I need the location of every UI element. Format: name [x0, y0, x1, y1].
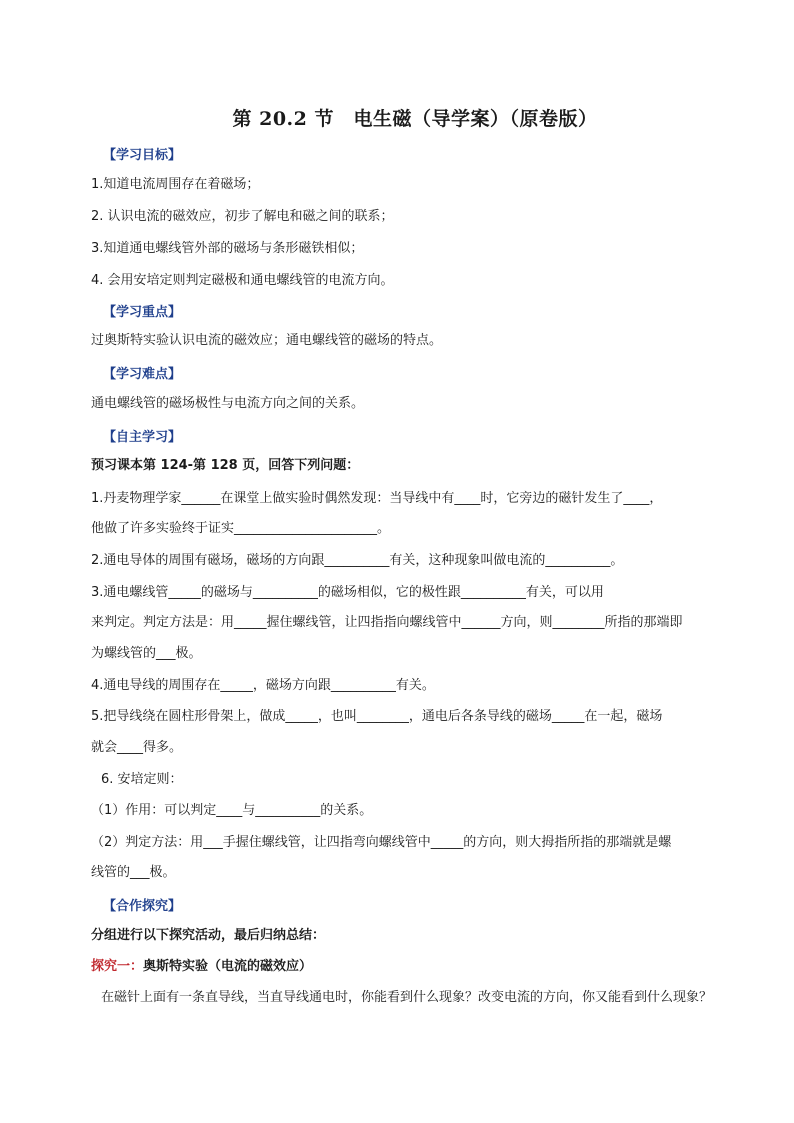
question-6-part-2-line-2: 线管的___极。: [91, 865, 176, 880]
question-2: 2.通电导体的周围有磁场，磁场的方向跟__________有关，这种现象叫做电流的__________。: [91, 553, 624, 568]
explore-1-question: 在磁针上面有一条直导线，当直导线通电时，你能看到什么现象？改变电流的方向，你又能看到什么现象？: [101, 990, 713, 1005]
explore-1-title: 奥斯特实验（电流的磁效应）: [143, 959, 313, 974]
section-keypoints-heading: 【学习重点】: [103, 305, 182, 320]
section-difficulties-heading: 【学习难点】: [103, 367, 182, 382]
explore-1-heading: [91, 958, 312, 976]
question-3-line-3: 为螺线管的___极。: [91, 646, 202, 661]
question-3-line-2: 来判定。判定方法是：用_____握住螺线管，让四指指向螺线管中______方向，则________所指的那端即: [91, 615, 683, 630]
objective-4: 4. 会用安培定则判定磁极和通电螺线管的电流方向。: [91, 273, 394, 288]
question-4: 4.通电导线的周围存在_____，磁场方向跟__________有关。: [91, 678, 435, 693]
question-6-part-1: （1）作用：可以判定____与__________的关系。: [91, 803, 373, 818]
question-1-line-2: 他做了许多实验终于证实______________________。: [91, 521, 391, 536]
section-cooperative-heading: 【合作探究】: [103, 899, 182, 914]
question-1-line-1: 1.丹麦物理学家______在课堂上做实验时偶然发现：当导线中有____时，它旁边的磁针发生了____，: [91, 491, 663, 506]
section-selfstudy-heading: 【自主学习】: [103, 430, 182, 445]
keypoints-text: 过奥斯特实验认识电流的磁效应；通电螺线管的磁场的特点。: [91, 333, 443, 348]
page-title: 第 20.2 节 电生磁（导学案）（原卷版）: [232, 108, 598, 130]
difficulties-text: 通电螺线管的磁场极性与电流方向之间的关系。: [91, 396, 365, 411]
question-3-line-1: 3.通电螺线管_____的磁场与__________的磁场相似，它的极性跟__________有关，可以用: [91, 585, 604, 600]
objective-3: 3.知道通电螺线管外部的磁场与条形磁铁相似；: [91, 241, 364, 256]
section-objectives-heading: 【学习目标】: [103, 148, 182, 163]
explore-1-label: 探究一：: [91, 959, 144, 974]
question-5-line-1: 5.把导线绕在圆柱形骨架上，做成_____，也叫________，通电后各条导线的磁场_____在一起，磁场: [91, 709, 663, 724]
question-6: 6. 安培定则：: [101, 772, 183, 787]
objective-2: 2. 认识电流的磁效应，初步了解电和磁之间的联系；: [91, 209, 394, 224]
cooperative-intro: 分组进行以下探究活动，最后归纳总结：: [91, 928, 326, 943]
selfstudy-intro: 预习课本第 124-第 128 页，回答下列问题：: [91, 458, 360, 473]
question-6-part-2-line-1: （2）判定方法：用___手握住螺线管，让四指弯向螺线管中_____的方向，则大拇指所指的那端就是螺: [91, 835, 672, 850]
objective-1: 1.知道电流周围存在着磁场；: [91, 177, 260, 192]
question-5-line-2: 就会____得多。: [91, 740, 183, 755]
